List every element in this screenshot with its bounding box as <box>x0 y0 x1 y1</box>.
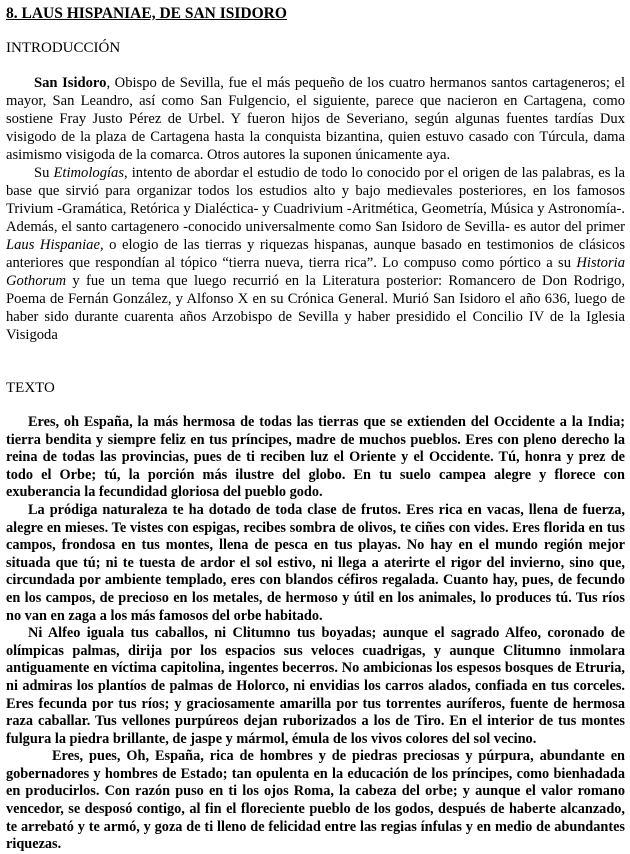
intro-p2-text-3: , o elogio de las tierras y riquezas hispanas, aunque basado en testimonios de clásicos anteriores que respondían al tópico “tierra nueva, tierra rica”. Lo compuso como pórtico a su <box>6 237 626 271</box>
intro-p1-text: , Obispo de Sevilla, fue el más pequeño de los cuatro hermanos santos cartageneros; el mayor, San Leandro, así como San Fulgencio, el siguiente, parece que nacieron en Cartagena, como sostiene Fray Justo Pérez de Urbel. Y fueron hijos de Severiano, según algunas fuentes tardías Dux visigodo de la plaza de Cartagena hasta la conquista bizantina, quien estuvo casado con Túrcula, dama asimismo visigoda de la comarca. Otros autores la suponen únicamente aya. <box>6 75 626 163</box>
intro-section <box>6 74 625 344</box>
texto-paragraph-2: La pródiga naturaleza te ha dotado de toda clase de frutos. Eres rica en vacas, llena de fuerza, alegre en mieses. Te vistes con espigas, recibes sombra de olivos, te ciñes con vides. Eres florida en tus campos, frondosa en tus montes, llena de pesca en tus playas. No hay en el mundo región mejor situada que tú; ni te tuesta de ardor el sol estivo, ni llega a aterirte el rigor del invierno, sino que, circundada por ambiente templado, eres con blandos céfiros regalada. Cuanto hay, pues, de fecundo en los campos, de precioso en los metales, de hermoso y útil en los animales, lo produces tú. Tus ríos no van en zaga a los más famosos del orbe habitado. <box>6 501 625 624</box>
intro-p2-text-1: Su <box>34 165 54 181</box>
texto-paragraph-4: Eres, pues, Oh, España, rica de hombres y de piedras preciosas y púrpura, abundante en gobernadores y hombres de Estado; tan opulenta en la educación de los príncipes, como bienhadada en producirlos. Con razón puso en ti los ojos Roma, la cabeza del orbe; y aunque el valor romano vencedor, se desposó contigo, al fin el floreciente pueblo de los godos, después de haberte alcanzado, te arrebató y te armó, y goza de ti lleno de felicidad entre las regias ínfulas y en medio de abundantes riquezas. <box>6 748 625 853</box>
texto-section <box>6 414 625 854</box>
book-title-etimologias: Etimologías <box>53 165 125 181</box>
book-title-historia-gothorum: Historia Gothorum <box>6 255 625 289</box>
intro-paragraph-1 <box>6 74 625 164</box>
intro-p2-text-4: y fue un tema que luego recurrió en la Literatura posterior: Romancero de Don Rodrigo, Poema de Fernán González, y Alfonso X en su Crónica General. Murió San Isidoro el año 636, luego de haber sido durante cuarenta años Arzobispo de Sevilla y haber presidido el Concilio IV de la Iglesia Visigoda <box>6 273 625 343</box>
intro-paragraph-2 <box>6 164 625 344</box>
texto-paragraph-3: Ni Alfeo iguala tus caballos, ni Clitumno tus boyadas; aunque el sagrado Alfeo, coronado de olímpicas palmas, dirija por los espacios sus veloces cuadrigas, y aunque Clitumno inmolara antiguamente en víctima capitolina, ingentes becerros. No ambicionas los espesos bosques de Etruria, ni admiras los plantíos de palmas de Holorco, ni envidias los carros alados, confiada en tus corceles. Eres fecunda por tus ríos; y graciosamente amarilla por tus torrentes auríferos, fuente de hermosa raza caballar. Tus vellones purpúreos dejan ruborizados a los de Tiro. En el interior de tus montes fulgura la piedra brillante, de jaspe y mármol, émula de los vivos colores del sol vecino. <box>6 625 625 747</box>
document-title: 8. LAUS HISPANIAE, DE SAN ISIDORO <box>6 5 287 22</box>
saint-name: San Isidoro <box>34 75 107 91</box>
document-page <box>6 4 625 854</box>
texto-paragraph-1: Eres, oh España, la más hermosa de todas las tierras que se extienden del Occidente a la India; tierra bendita y siempre feliz en tus príncipes, madre de muchos pueblos. Eres con pleno derecho la reina de todas las provincias, pues de ti reciben luz el Oriente y el Occidente. Tú, honra y prez de todo el Orbe; tú, la porción más ilustre del globo. En tu suelo campea alegre y florece con exuberancia la fecundidad gloriosa del pueblo godo. <box>6 414 625 501</box>
texto-heading: TEXTO <box>6 380 55 396</box>
intro-p2-text-2: , intento de abordar el estudio de todo lo conocido por el origen de las palabras, es la base que sirvió para organizar todos los estudios alto y bajo medievales posteriores, en los famosos Trivium -Gramática, Retórica y Dialéctica- y Cuadrivium -Aritmética, Geometría, Música y Astronomía-. Además, el santo cartagenero -conocido universalmente como San Isidoro de Sevilla- es autor del primer <box>6 165 626 235</box>
intro-heading: INTRODUCCIÓN <box>6 40 121 56</box>
book-title-laus-hispaniae: Laus Hispaniae <box>6 237 100 253</box>
